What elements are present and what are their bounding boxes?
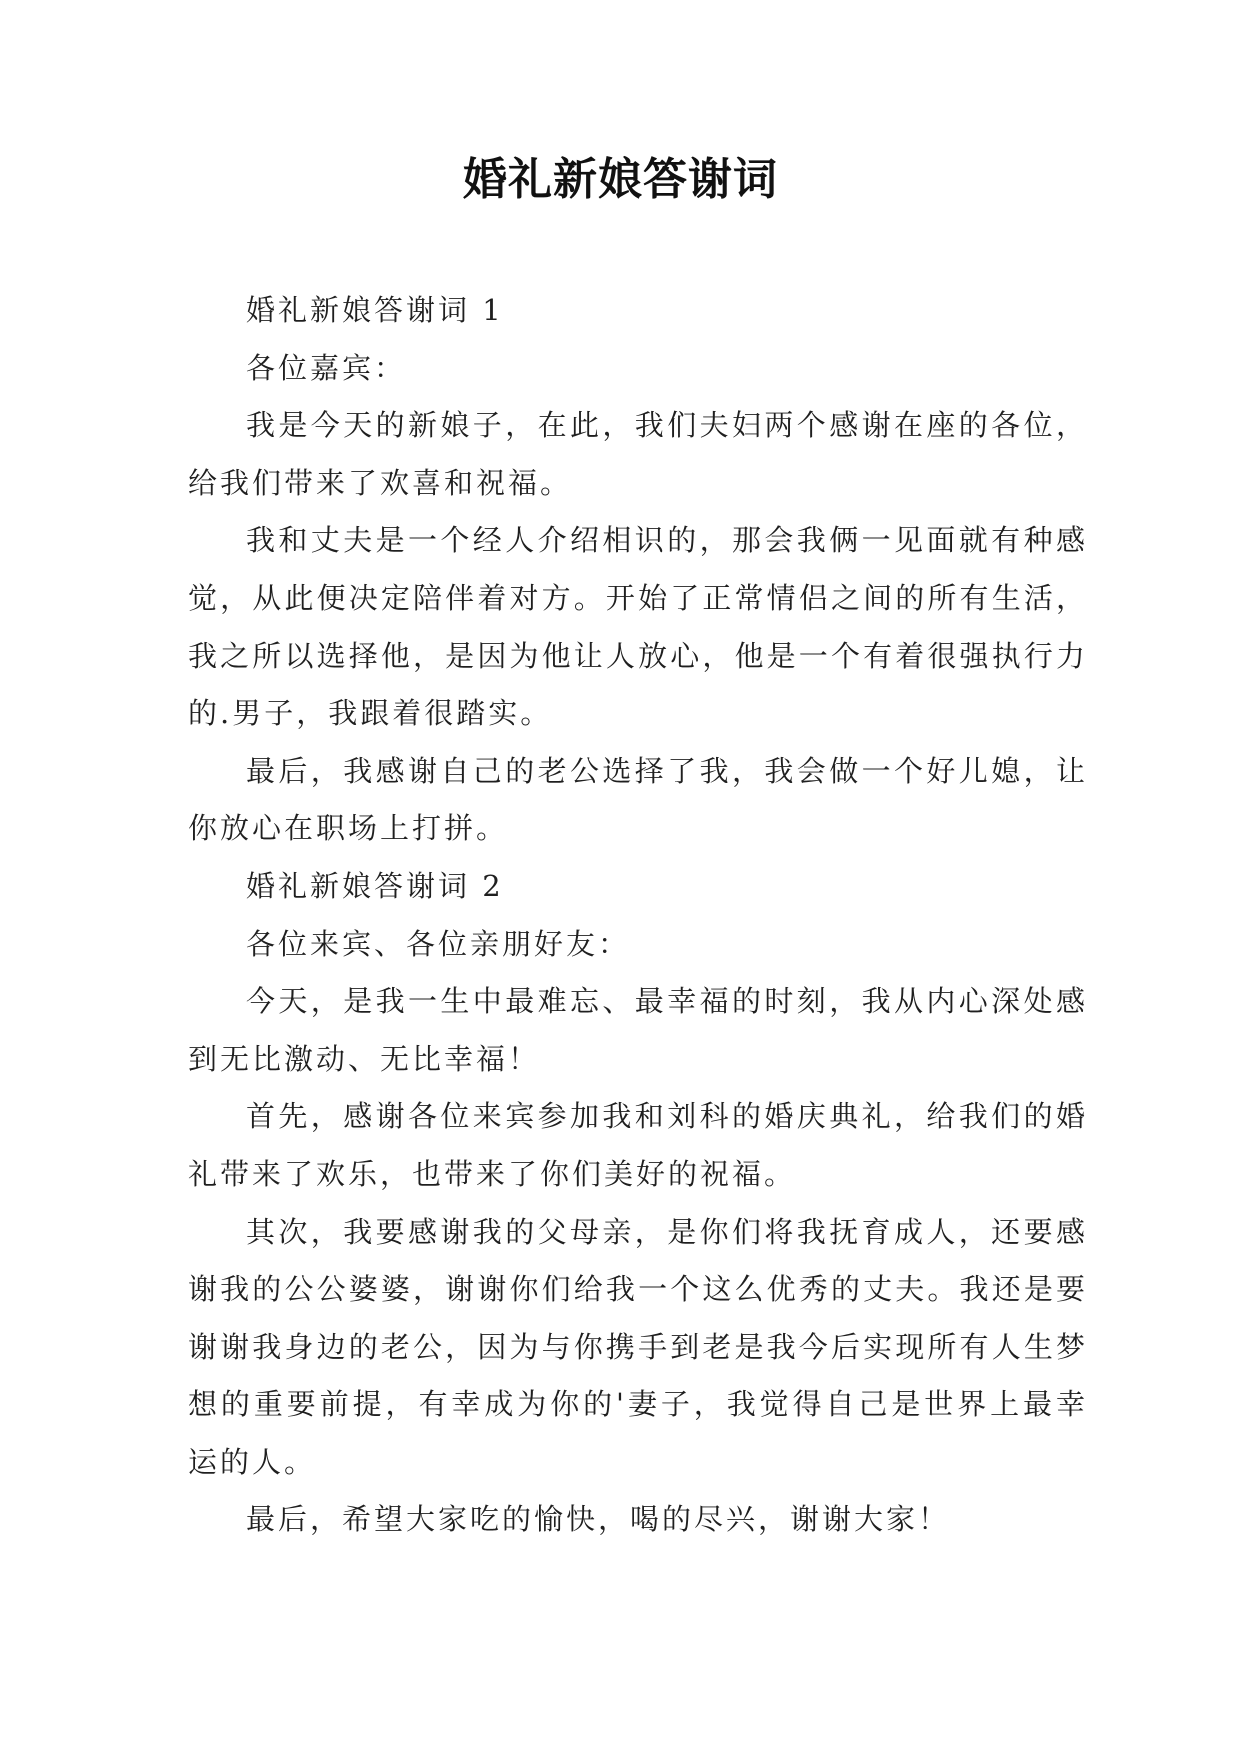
paragraph: 最后，我感谢自己的老公选择了我，我会做一个好儿媳，让你放心在职场上打拼。: [188, 753, 1088, 846]
section-heading-1: 婚礼新娘答谢词 1: [246, 293, 504, 327]
document-title: 婚礼新娘答谢词: [463, 154, 778, 205]
paragraph: 今天，是我一生中最难忘、最幸福的时刻，我从内心深处感到无比激动、无比幸福！: [188, 984, 1088, 1076]
paragraph: 首先，感谢各位来宾参加我和刘科的婚庆典礼，给我们的婚礼带来了欢乐，也带来了你们美好的祝福。: [188, 1099, 1088, 1191]
section-heading-2: 婚礼新娘答谢词 2: [246, 868, 504, 903]
paragraph: 最后，希望大家吃的愉快，喝的尽兴，谢谢大家！: [246, 1502, 951, 1537]
document-body: [188, 282, 1088, 1549]
paragraph: 我和丈夫是一个经人介绍相识的，那会我俩一见面就有种感觉，从此便决定陪伴着对方。开始了正常情侣之间的所有生活，我之所以选择他，是因为他让人放心，他是一个有着很强执行力的.男子，我跟着很踏实。: [188, 523, 1088, 731]
salutation-2: 各位来宾、各位亲朋好友：: [246, 926, 631, 961]
salutation-1: 各位嘉宾：: [246, 350, 407, 385]
paragraph: 我是今天的新娘子，在此，我们夫妇两个感谢在座的各位，给我们带来了欢喜和祝福。: [188, 408, 1088, 500]
paragraph: 其次，我要感谢我的父母亲，是你们将我抚育成人，还要感谢我的公公婆婆，谢谢你们给我一个这么优秀的丈夫。我还是要谢谢我身边的老公，因为与你携手到老是我今后实现所有人生梦想的重要前提，有幸成为你的'妻子，我觉得自己是世界上最幸运的人。: [188, 1214, 1088, 1479]
